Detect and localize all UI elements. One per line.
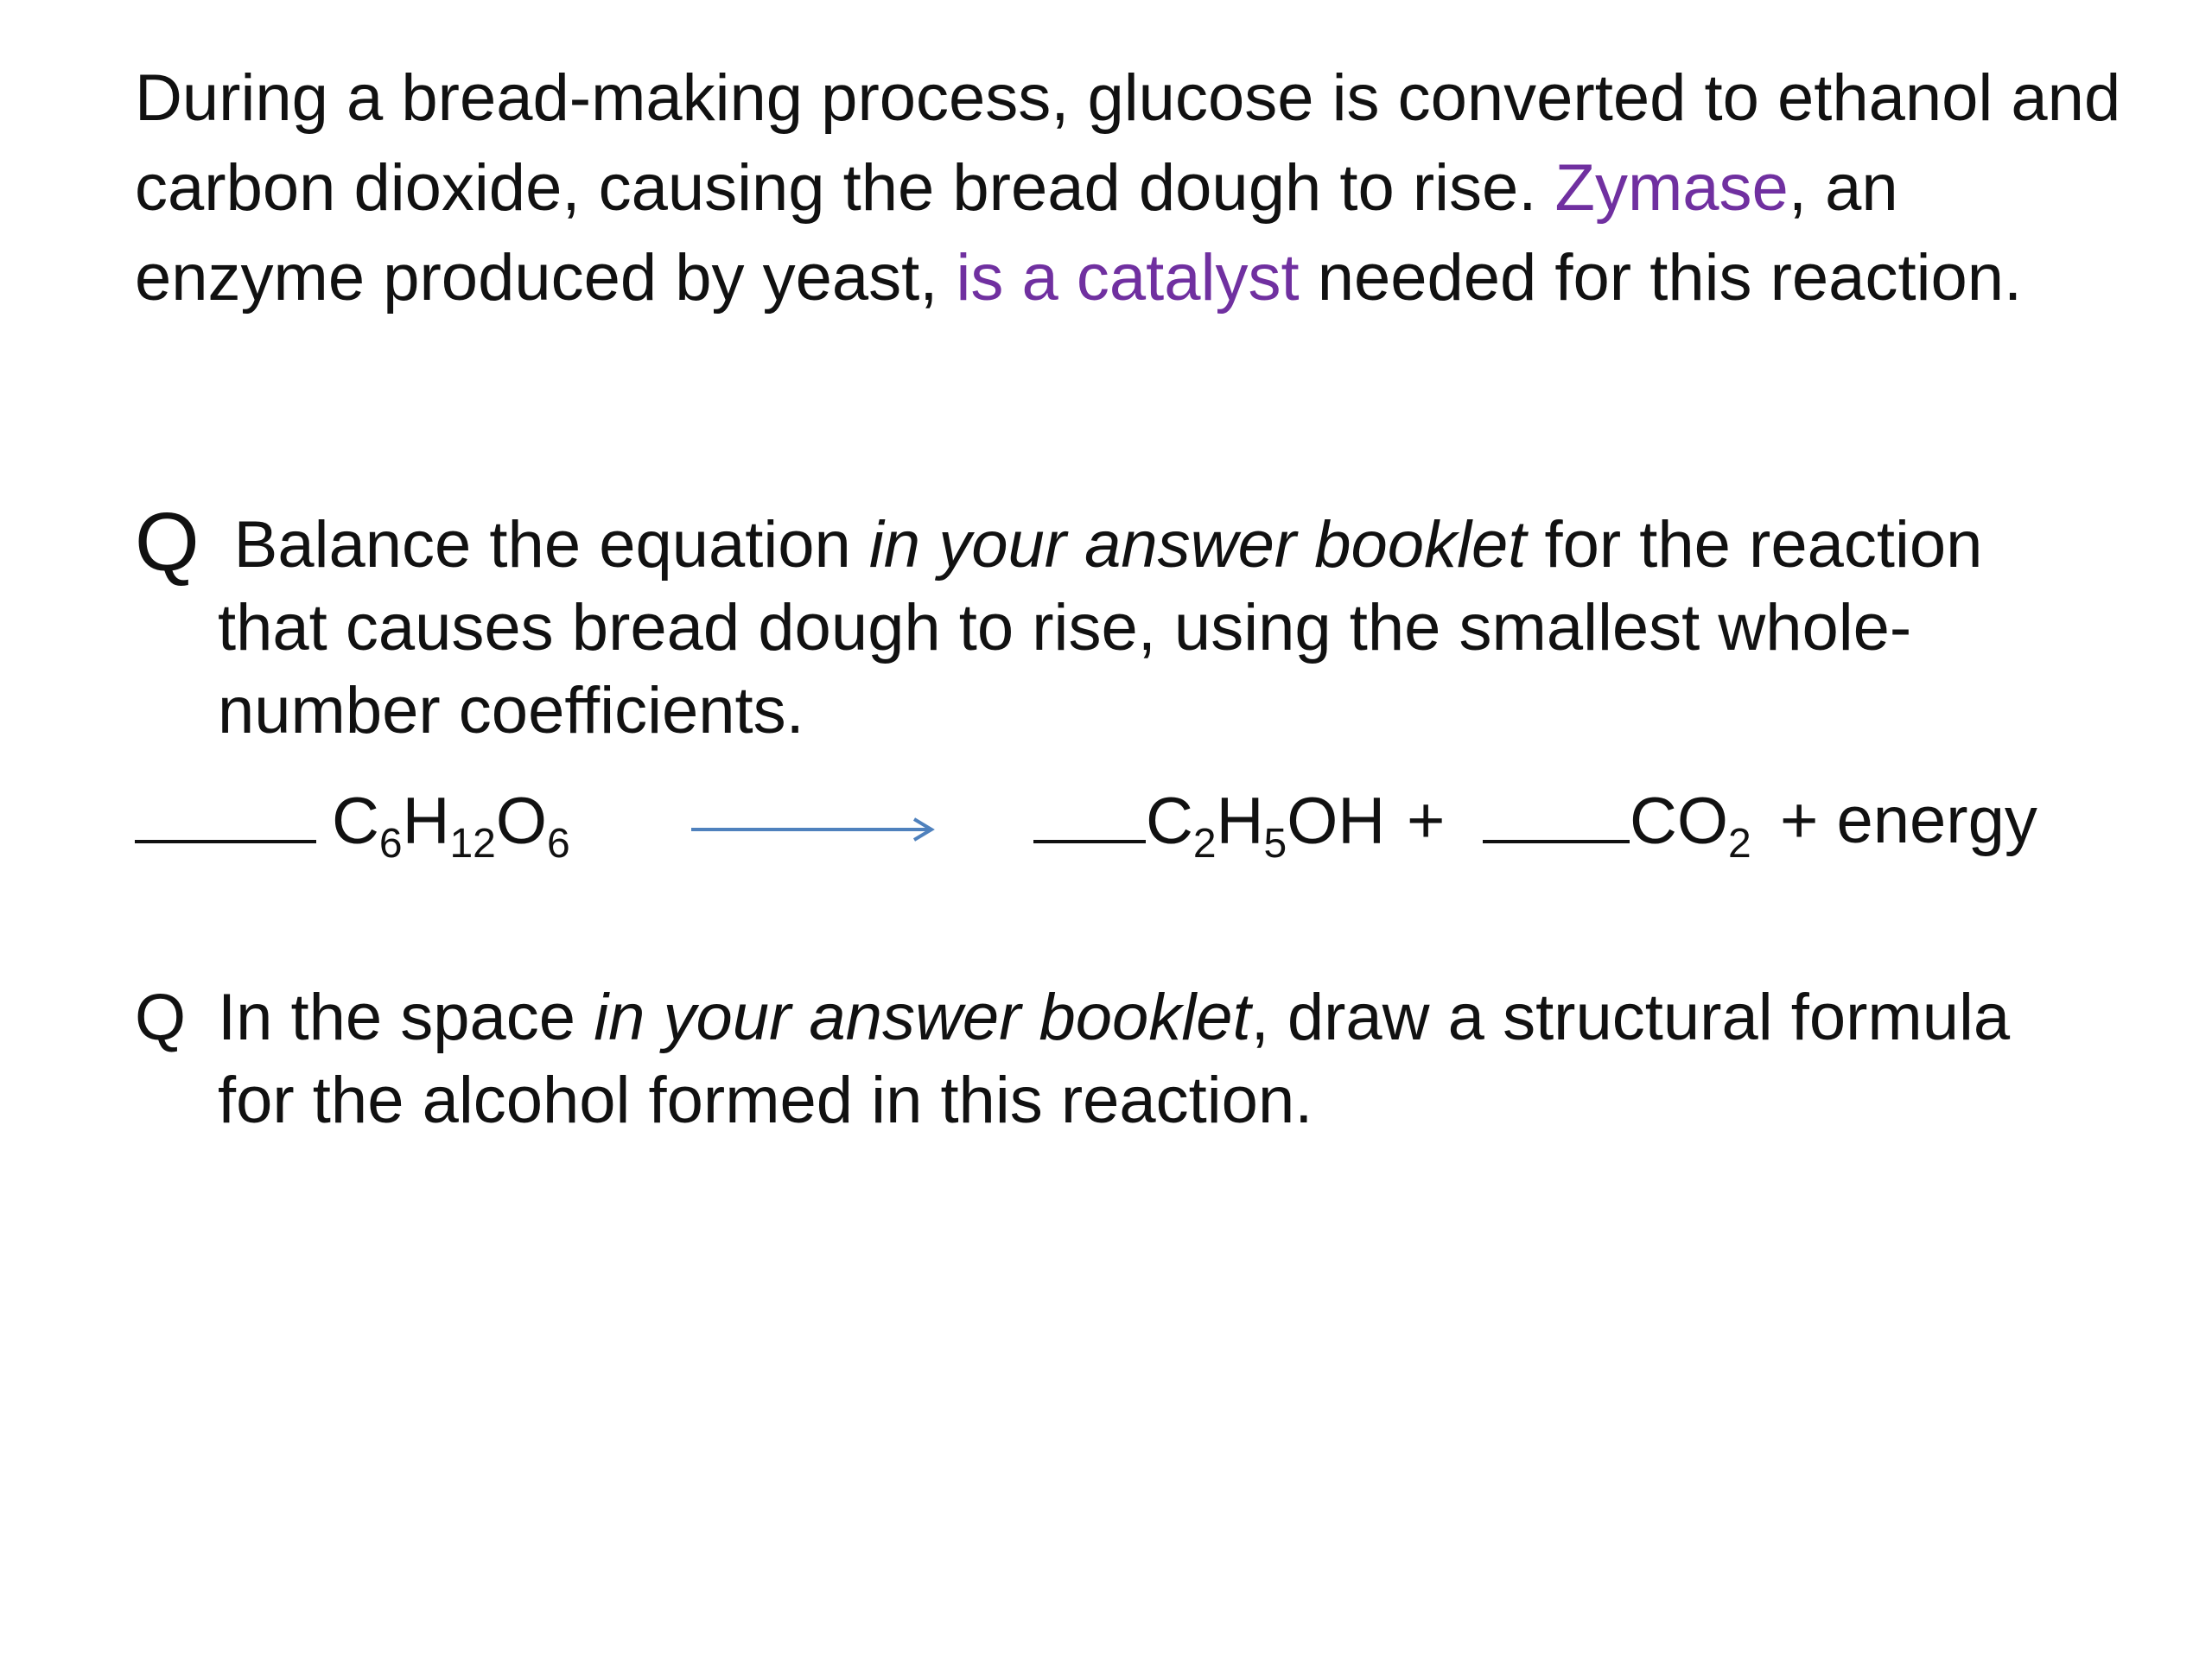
question-1 <box>135 496 2122 753</box>
question-1-text-b: for the reaction <box>1526 508 1983 582</box>
reaction-arrow-icon <box>688 812 938 847</box>
carbon-dioxide-subscript: 2 <box>1728 821 1751 867</box>
energy-term: + energy <box>1780 784 2037 857</box>
reactant-hydrogen-subscript: 12 <box>449 821 496 867</box>
carbon-dioxide: CO <box>1630 785 1728 858</box>
question-2-text-b: , draw a structural formula <box>1250 981 2011 1054</box>
reactant-oxygen: O <box>495 785 547 858</box>
intro-text-3: needed for this reaction. <box>1299 241 2023 315</box>
co2-coefficient-blank <box>1483 778 1630 843</box>
product-co2-term <box>1483 778 1751 865</box>
ethanol-hydrogen-subscript: 5 <box>1263 821 1287 867</box>
plus-sign: + <box>1407 784 1446 857</box>
question-2-continuation: for the alcohol formed in this reaction. <box>218 1064 1313 1137</box>
reactant-carbon-subscript: 6 <box>378 821 403 867</box>
zymase-highlight: Zymase <box>1554 151 1789 225</box>
ethanol-coefficient-blank <box>1033 778 1146 843</box>
question-1-continuation: that causes bread dough to rise, using the smallest whole-number coefficients. <box>218 591 1912 747</box>
ethanol-hydroxyl: OH <box>1287 785 1386 858</box>
reactant-oxygen-subscript: 6 <box>547 821 570 867</box>
question-1-marker: Q <box>135 496 200 588</box>
question-1-first-line <box>135 496 2122 588</box>
intro-text-2: an enzyme produced by yeast, <box>135 151 1898 315</box>
chemical-equation <box>135 778 2122 881</box>
product-ethanol-term <box>1033 778 1385 865</box>
intro-text-1: During a bread-making process, glucose is converted to ethanol and carbon dioxide, causing the bread dough to rise. <box>135 61 2121 225</box>
question-2-first-line <box>135 981 2010 1054</box>
ethanol-hydrogen: H <box>1216 785 1264 858</box>
question-2-text-a: In the space <box>218 981 594 1054</box>
question-1-text-a: Balance the equation <box>233 508 869 582</box>
question-2 <box>135 976 2122 1142</box>
catalyst-highlight: is a catalyst <box>956 241 1300 315</box>
intro-paragraph <box>135 54 2122 323</box>
reactant-hydrogen: H <box>402 785 450 858</box>
reactant-coefficient-blank <box>135 778 316 843</box>
question-1-italic: in your answer booklet <box>868 508 1527 582</box>
reactant-carbon: C <box>332 785 379 858</box>
question-2-italic: in your answer booklet <box>594 981 1251 1054</box>
intro-comma: , <box>1788 151 1807 225</box>
question-2-marker: Q <box>135 981 187 1054</box>
ethanol-carbon-subscript: 2 <box>1192 821 1217 867</box>
ethanol-carbon: C <box>1146 785 1193 858</box>
reactant-term <box>135 778 570 865</box>
